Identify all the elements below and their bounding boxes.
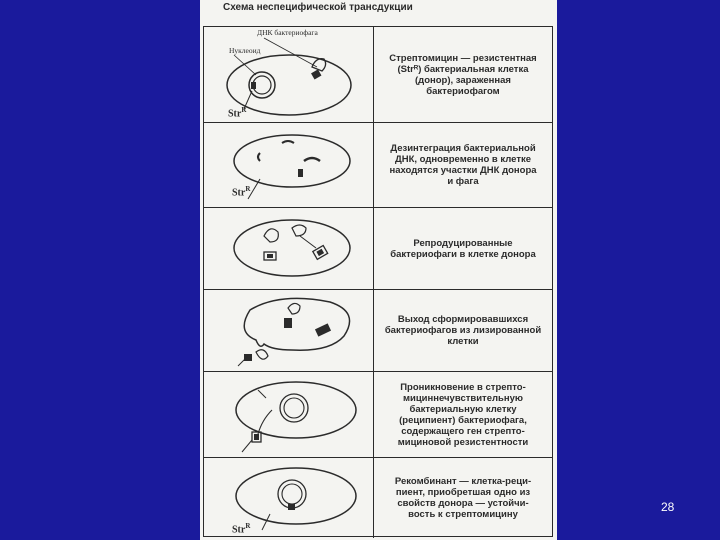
- stage-1-description: Стрептомицин — резистентная (Strᴿ) бактериальная клетка (донор), зараженная бактериофагом: [389, 52, 537, 97]
- stage-4-description: Выход сформировавшихся бактериофагов из лизированной клетки: [384, 314, 542, 347]
- diagram-table: [203, 26, 553, 537]
- diagram-title: Схема неспецифической трансдукции: [223, 2, 413, 13]
- disintegrated-dna-drawing: [204, 123, 374, 208]
- str-label-1: Str$^R$: [228, 106, 247, 120]
- stage-6-illustration: [204, 458, 374, 538]
- stage-row-5: [204, 372, 552, 458]
- stage-3-illustration: [204, 208, 374, 289]
- recombinant-cell-drawing: [204, 458, 374, 538]
- stage-6-description: Рекомбинант — клетка-реци- пиент, приобретшая одно из свойств донора — устойчи- вость к стрептомицину: [394, 476, 532, 520]
- nucleoid-label: Нуклеоид: [229, 46, 261, 55]
- stage-5-description: Проникновение в стрепто- мициннечувствительную бактериальную клетку (реципиент) бактериофага, содержащего ген стрепто- мициновой резистентности: [397, 381, 529, 448]
- str-label-3: Str$^R$: [232, 522, 251, 536]
- page-number: 28: [661, 500, 675, 514]
- diagram-sheet: [200, 0, 557, 540]
- stage-4-illustration: [204, 290, 374, 371]
- lysed-cell-drawing: [204, 290, 374, 372]
- phage-penetration-drawing: [204, 372, 374, 458]
- phage-dna-label: ДНК бактериофага: [257, 28, 318, 37]
- reproduced-phages-drawing: [204, 208, 374, 290]
- stage-row-2: [204, 123, 552, 208]
- stage-row-1: [204, 27, 552, 123]
- stage-2-illustration: [204, 123, 374, 207]
- stage-row-4: [204, 290, 552, 372]
- stage-row-6: [204, 458, 552, 538]
- stage-1-illustration: [204, 27, 374, 122]
- str-label-2: Str$^R$: [232, 185, 251, 199]
- stage-3-description: Репродуцированные бактериофаги в клетке донора: [390, 237, 536, 260]
- stage-2-description: Дезинтеграция бактериальной ДНК, одновременно в клетке находятся участки ДНК донора и фага: [389, 143, 537, 187]
- stage-row-3: [204, 208, 552, 290]
- stage-5-illustration: [204, 372, 374, 457]
